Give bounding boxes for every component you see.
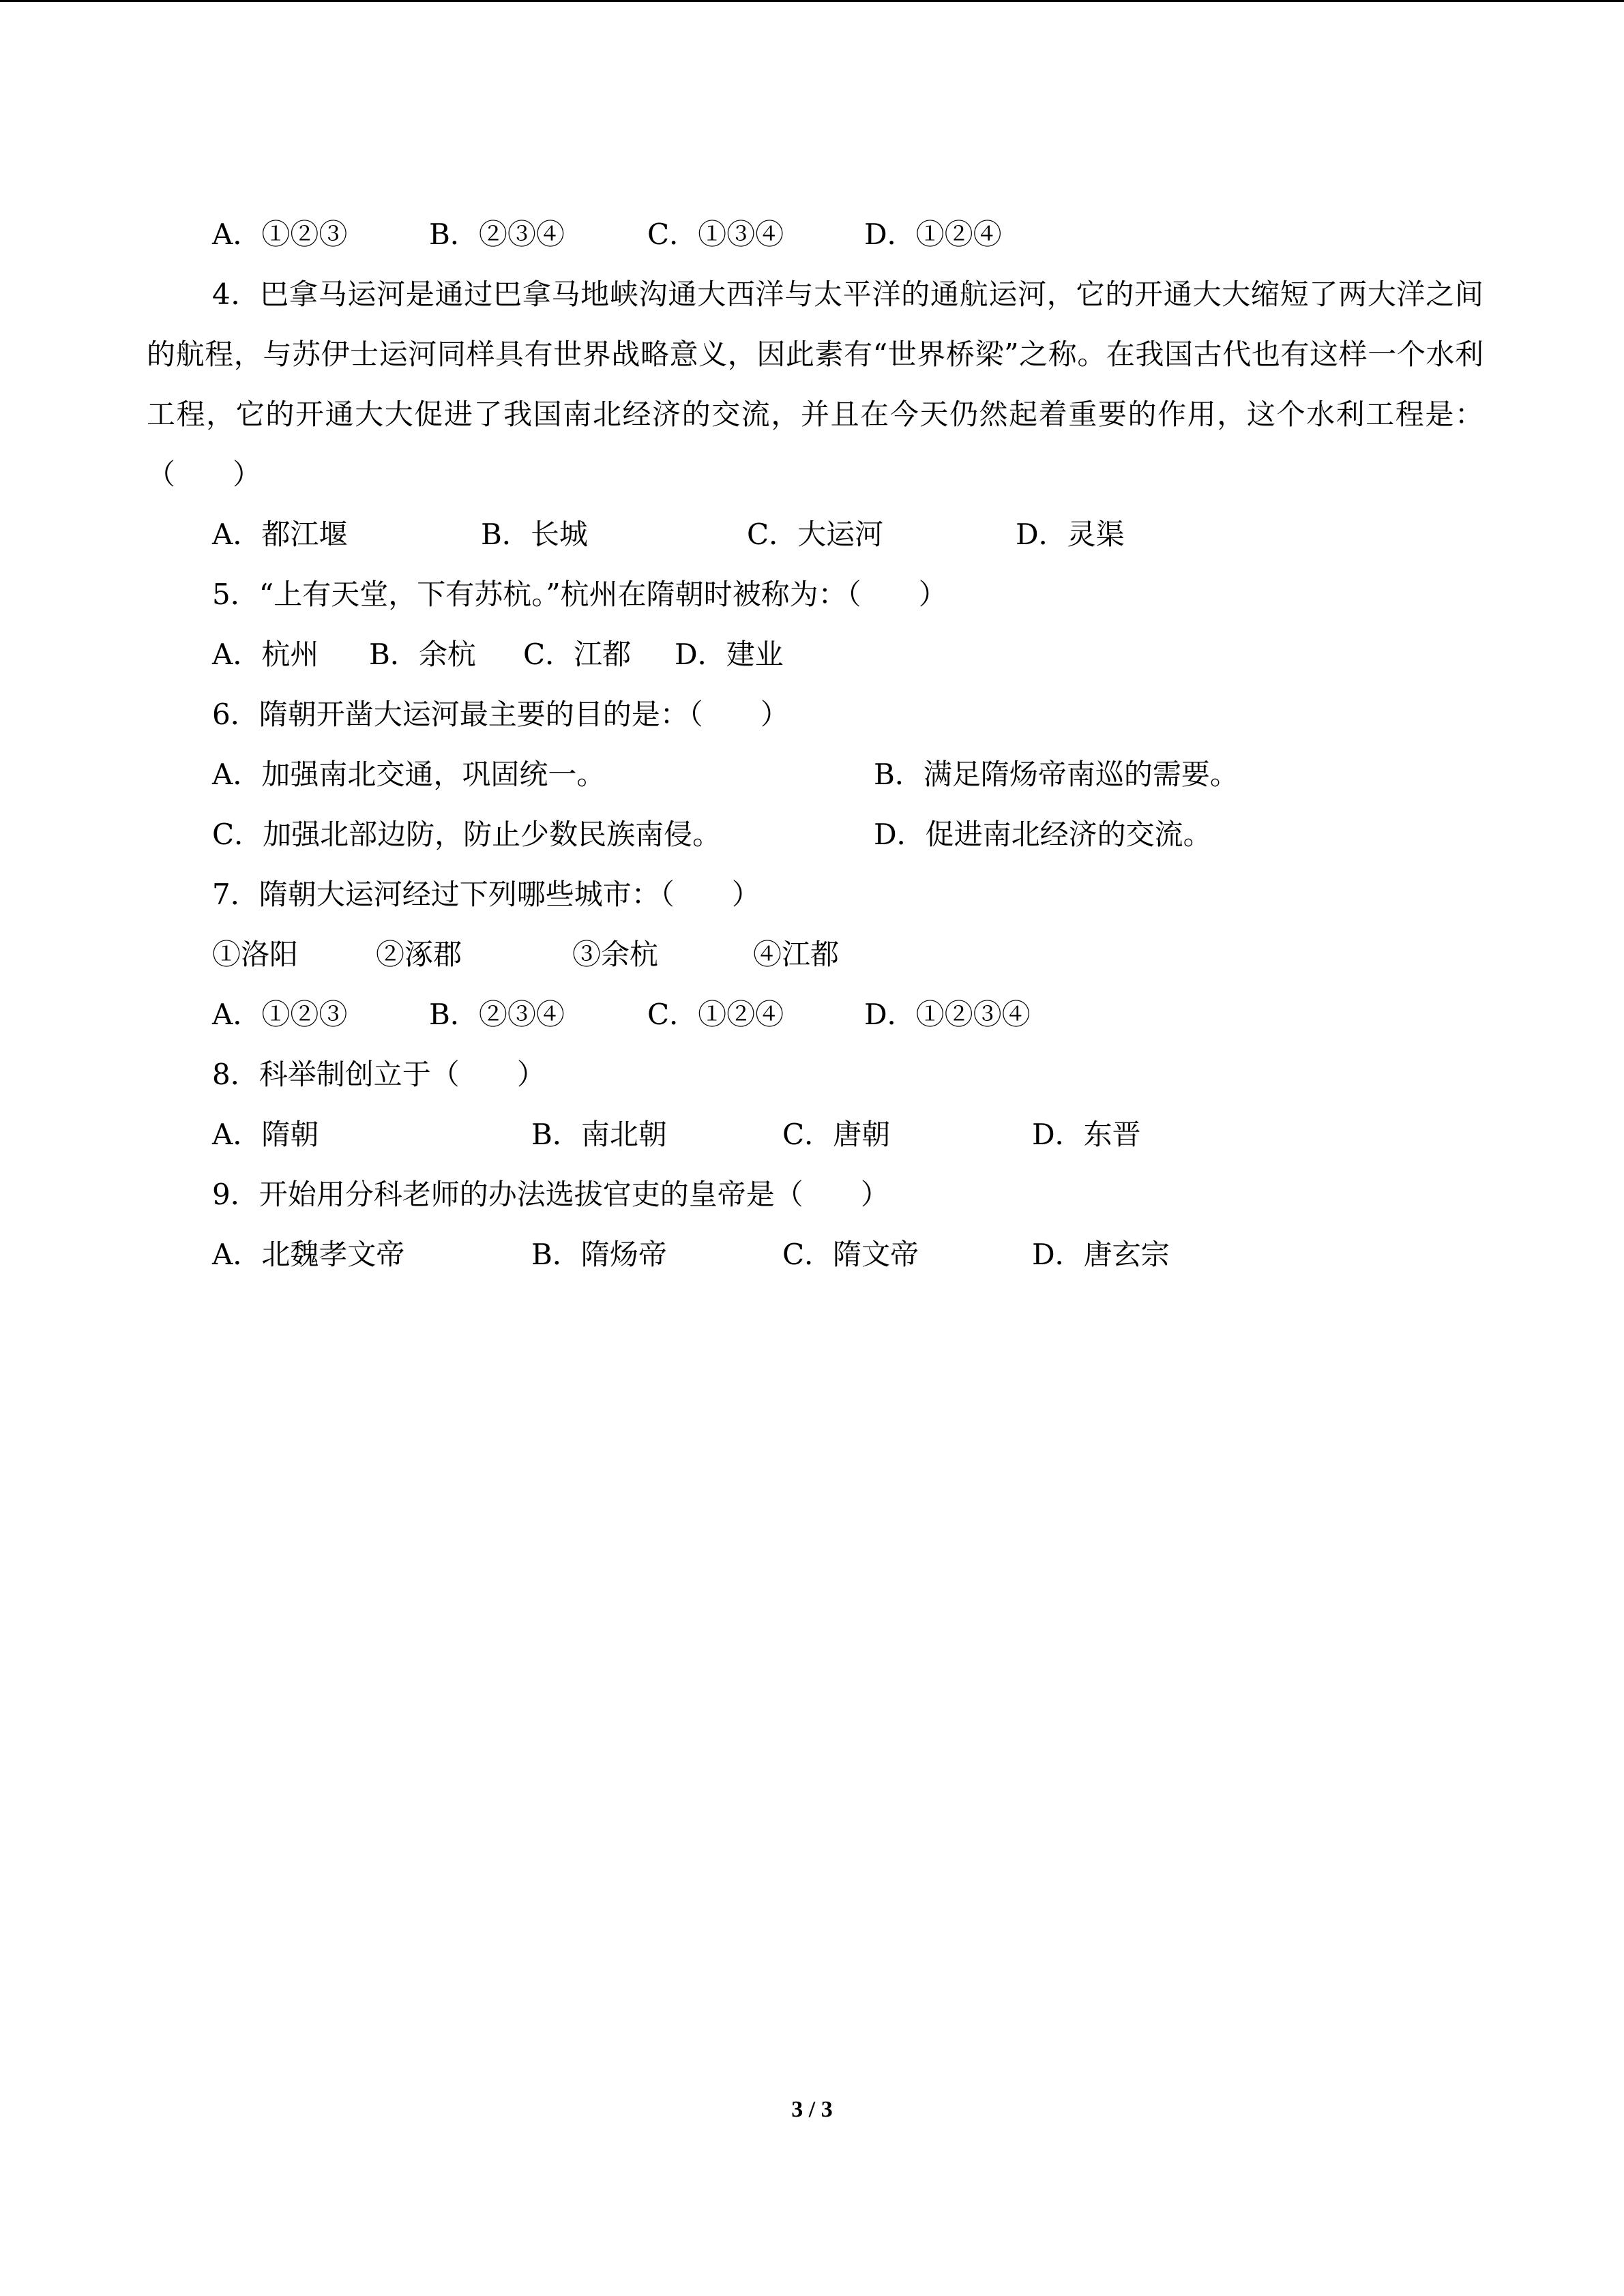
q4-option-d: D．灵渠 [1016, 518, 1125, 551]
q7-item-4: ④江都 [753, 938, 840, 971]
q5-option-d: D．建业 [675, 638, 784, 671]
page-number: 3 / 3 [791, 2097, 833, 2122]
q7-option-c: C．①②④ [647, 998, 784, 1031]
q7-item-2: ②涿郡 [376, 938, 462, 971]
q9-options-row [147, 1225, 1483, 1285]
q6-option-d: D．促进南北经济的交流。 [874, 818, 1212, 851]
q8-option-c: C．唐朝 [782, 1118, 891, 1151]
q7-option-b: B．②③④ [429, 998, 565, 1031]
q9-option-b: B．隋炀帝 [531, 1238, 667, 1271]
q6-options-row-2 [147, 805, 1483, 865]
q6-stem: 6．隋朝开凿大运河最主要的目的是：（ ） [212, 698, 789, 731]
q8-stem: 8．科举制创立于（ ） [212, 1058, 546, 1091]
q4-options-row [147, 505, 1483, 565]
q9-option-c: C．隋文帝 [782, 1238, 919, 1271]
q4-option-a: A．都江堰 [212, 518, 348, 551]
q7-option-a: A．①②③ [212, 998, 348, 1031]
q5-option-a: A．杭州 [212, 638, 319, 671]
top-border-line [0, 0, 1624, 2]
q7-options-row [147, 985, 1483, 1045]
q9-stem: 9．开始用分科老师的办法选拔官吏的皇帝是（ ） [212, 1178, 889, 1211]
exam-page-content [147, 205, 1483, 1285]
q7-option-d: D．①②③④ [864, 998, 1031, 1031]
q8-option-b: B．南北朝 [531, 1118, 667, 1151]
q4-stem: 4．巴拿马运河是通过巴拿马地峡沟通大西洋与太平洋的通航运河，它的开通大大缩短了两大洋之间的航程，与苏伊士运河同样具有世界战略意义，因此素有“世界桥梁”之称。在我国古代也有这样一个水利工程，它的开通大大促进了我国南北经济的交流，并且在今天仍然起着重要的作用，这个水利工程是：（ ） [147, 278, 1483, 491]
q6-options-row-1 [147, 745, 1483, 805]
q3-options-row [147, 205, 1483, 265]
q7-items-row [147, 925, 1483, 985]
q5-options-row [147, 625, 1483, 685]
q6-option-a: A．加强南北交通，巩固统一。 [212, 758, 606, 791]
q3-option-d: D．①②④ [864, 218, 1002, 251]
q9-option-d: D．唐玄宗 [1032, 1238, 1170, 1271]
q6-option-b: B．满足隋炀帝南巡的需要。 [874, 758, 1239, 791]
q5-option-c: C．江都 [523, 638, 632, 671]
q5-option-b: B．余杭 [369, 638, 476, 671]
q9-option-a: A．北魏孝文帝 [212, 1238, 405, 1271]
q4-option-c: C．大运河 [747, 518, 884, 551]
q6-option-c: C．加强北部边防，防止少数民族南侵。 [212, 818, 722, 851]
q3-option-b: B．②③④ [429, 218, 565, 251]
q8-options-row [147, 1105, 1483, 1165]
q8-option-a: A．隋朝 [212, 1118, 319, 1151]
q7-item-3: ③余杭 [572, 938, 659, 971]
q7-stem: 7．隋朝大运河经过下列哪些城市：（ ） [212, 878, 761, 911]
q3-option-a: A．①②③ [212, 218, 348, 251]
q5-stem: 5．“上有天堂，下有苏杭。”杭州在隋朝时被称为：（ ） [212, 578, 947, 611]
q3-option-c: C．①③④ [647, 218, 784, 251]
q8-option-d: D．东晋 [1032, 1118, 1141, 1151]
q4-option-b: B．长城 [481, 518, 588, 551]
q7-item-1: ①洛阳 [212, 938, 299, 971]
